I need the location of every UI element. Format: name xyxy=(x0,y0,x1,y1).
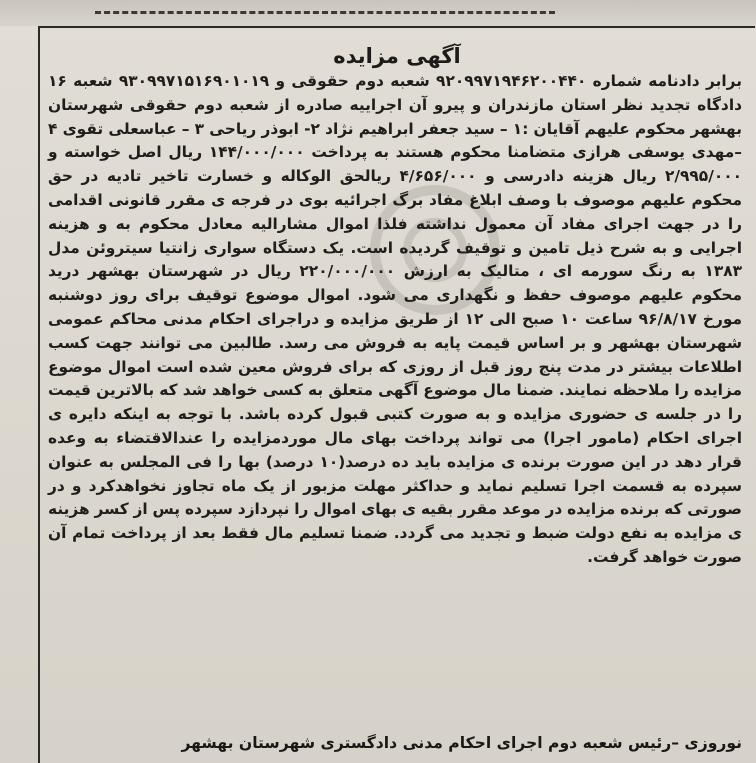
dashed-separator xyxy=(95,11,555,14)
notice-title: آگهی مزایده xyxy=(333,44,461,69)
notice-body: برابر دادنامه شماره ۹۲۰۹۹۷۱۹۴۶۲۰۰۴۴۰ شعبه دوم حقوقی و ۹۳۰۹۹۷۱۵۱۶۹۰۱۰۱۹ شعبه ۱۶ دادگاه تجدید نظر استان مازندران و پیرو آن اجراییه صادره از شعبه دوم حقوقی شهرستان بهشهر محکوم علیهم آقایان :۱ – سید جعفر ابراهیم نژاد ۲- ابوذر ریاحی ۳ – عباسعلی تقوی ۴ –مهدی یوسفی هرازی متضامنا محکوم هستند به پرداخت ۱۴۴/۰۰۰/۰۰۰ ریال اصل خواسته و ۲/۹۹۵/۰۰۰ ریال هزینه دادرسی و ۴/۶۵۶/۰۰۰ ریالحق الوکاله و خسارت تاخیر تادیه در حق محکوم علیهم موصوف با وصف ابلاغ مفاد برگ اجرائیه بوی در فرجه ی مقرر قانونی اقدامی را در جهت اجرای مفاد آن معمول نداشته فلذا اموال مشارالیه معادل محکوم به و هزینه اجرایی و به شرح ذیل تامین و توقیف گردیده است. یک دستگاه سواری زانتیا سیتروئن مدل ۱۳۸۳ به رنگ سورمه ای ، متالیک به ارزش ۲۲۰/۰۰۰/۰۰۰ ریال در شهرستان بهشهر درید محکوم علیهم موصوف حفظ و نگهداری می شود. اموال موضوع توقیف برای روز دوشنبه مورخ ۹۶/۸/۱۷ ساعت ۱۰ صبح الی ۱۲ از طریق مزایده و دراجرای احکام مدنی محاکم عمومی شهرستان بهشهر و بر اساس قیمت پایه به فروش می رسد. طالبین می توانند جهت کسب اطلاعات بیشتر در مدت پنج روز قبل از روزی که برای فروش معین شده است اموال موضوع مزایده را ملاحظه نمایند. ضمنا مال موضوع آگهی متعلق به کسی خواهد شد که بالاترین قیمت را در جلسه ی حضوری مزایده و به صورت کتبی قبول کرده باشد. با توجه به اینکه دایره ی اجرای احکام (مامور اجرا) می تواند پرداخت بهای مال موردمزایده را عندالاقتضاء به وعده قرار دهد در این صورت برنده ی مزایده باید ده درصد(۱۰ درصد) بها را فی المجلس به عنوان سپرده به قسمت اجرا تسلیم نماید و حداکثر مهلت مزبور از یک ماه تجاوز نخواهدکرد و در صورتی که برنده مزایده در موعد مقرر بقیه ی بهای اموال را نپردازد سپرده پس از کسر هزینه ی مزایده به نفع دولت ضبط و تجدید می گردد. ضمنا تسلیم مال فقط بعد از پرداخت تمام آن صورت خواهد گرفت. xyxy=(48,72,742,566)
notice-signature: نوروزی –رئیس شعبه دوم اجرای احکام مدنی دادگستری شهرستان بهشهر xyxy=(181,734,742,752)
